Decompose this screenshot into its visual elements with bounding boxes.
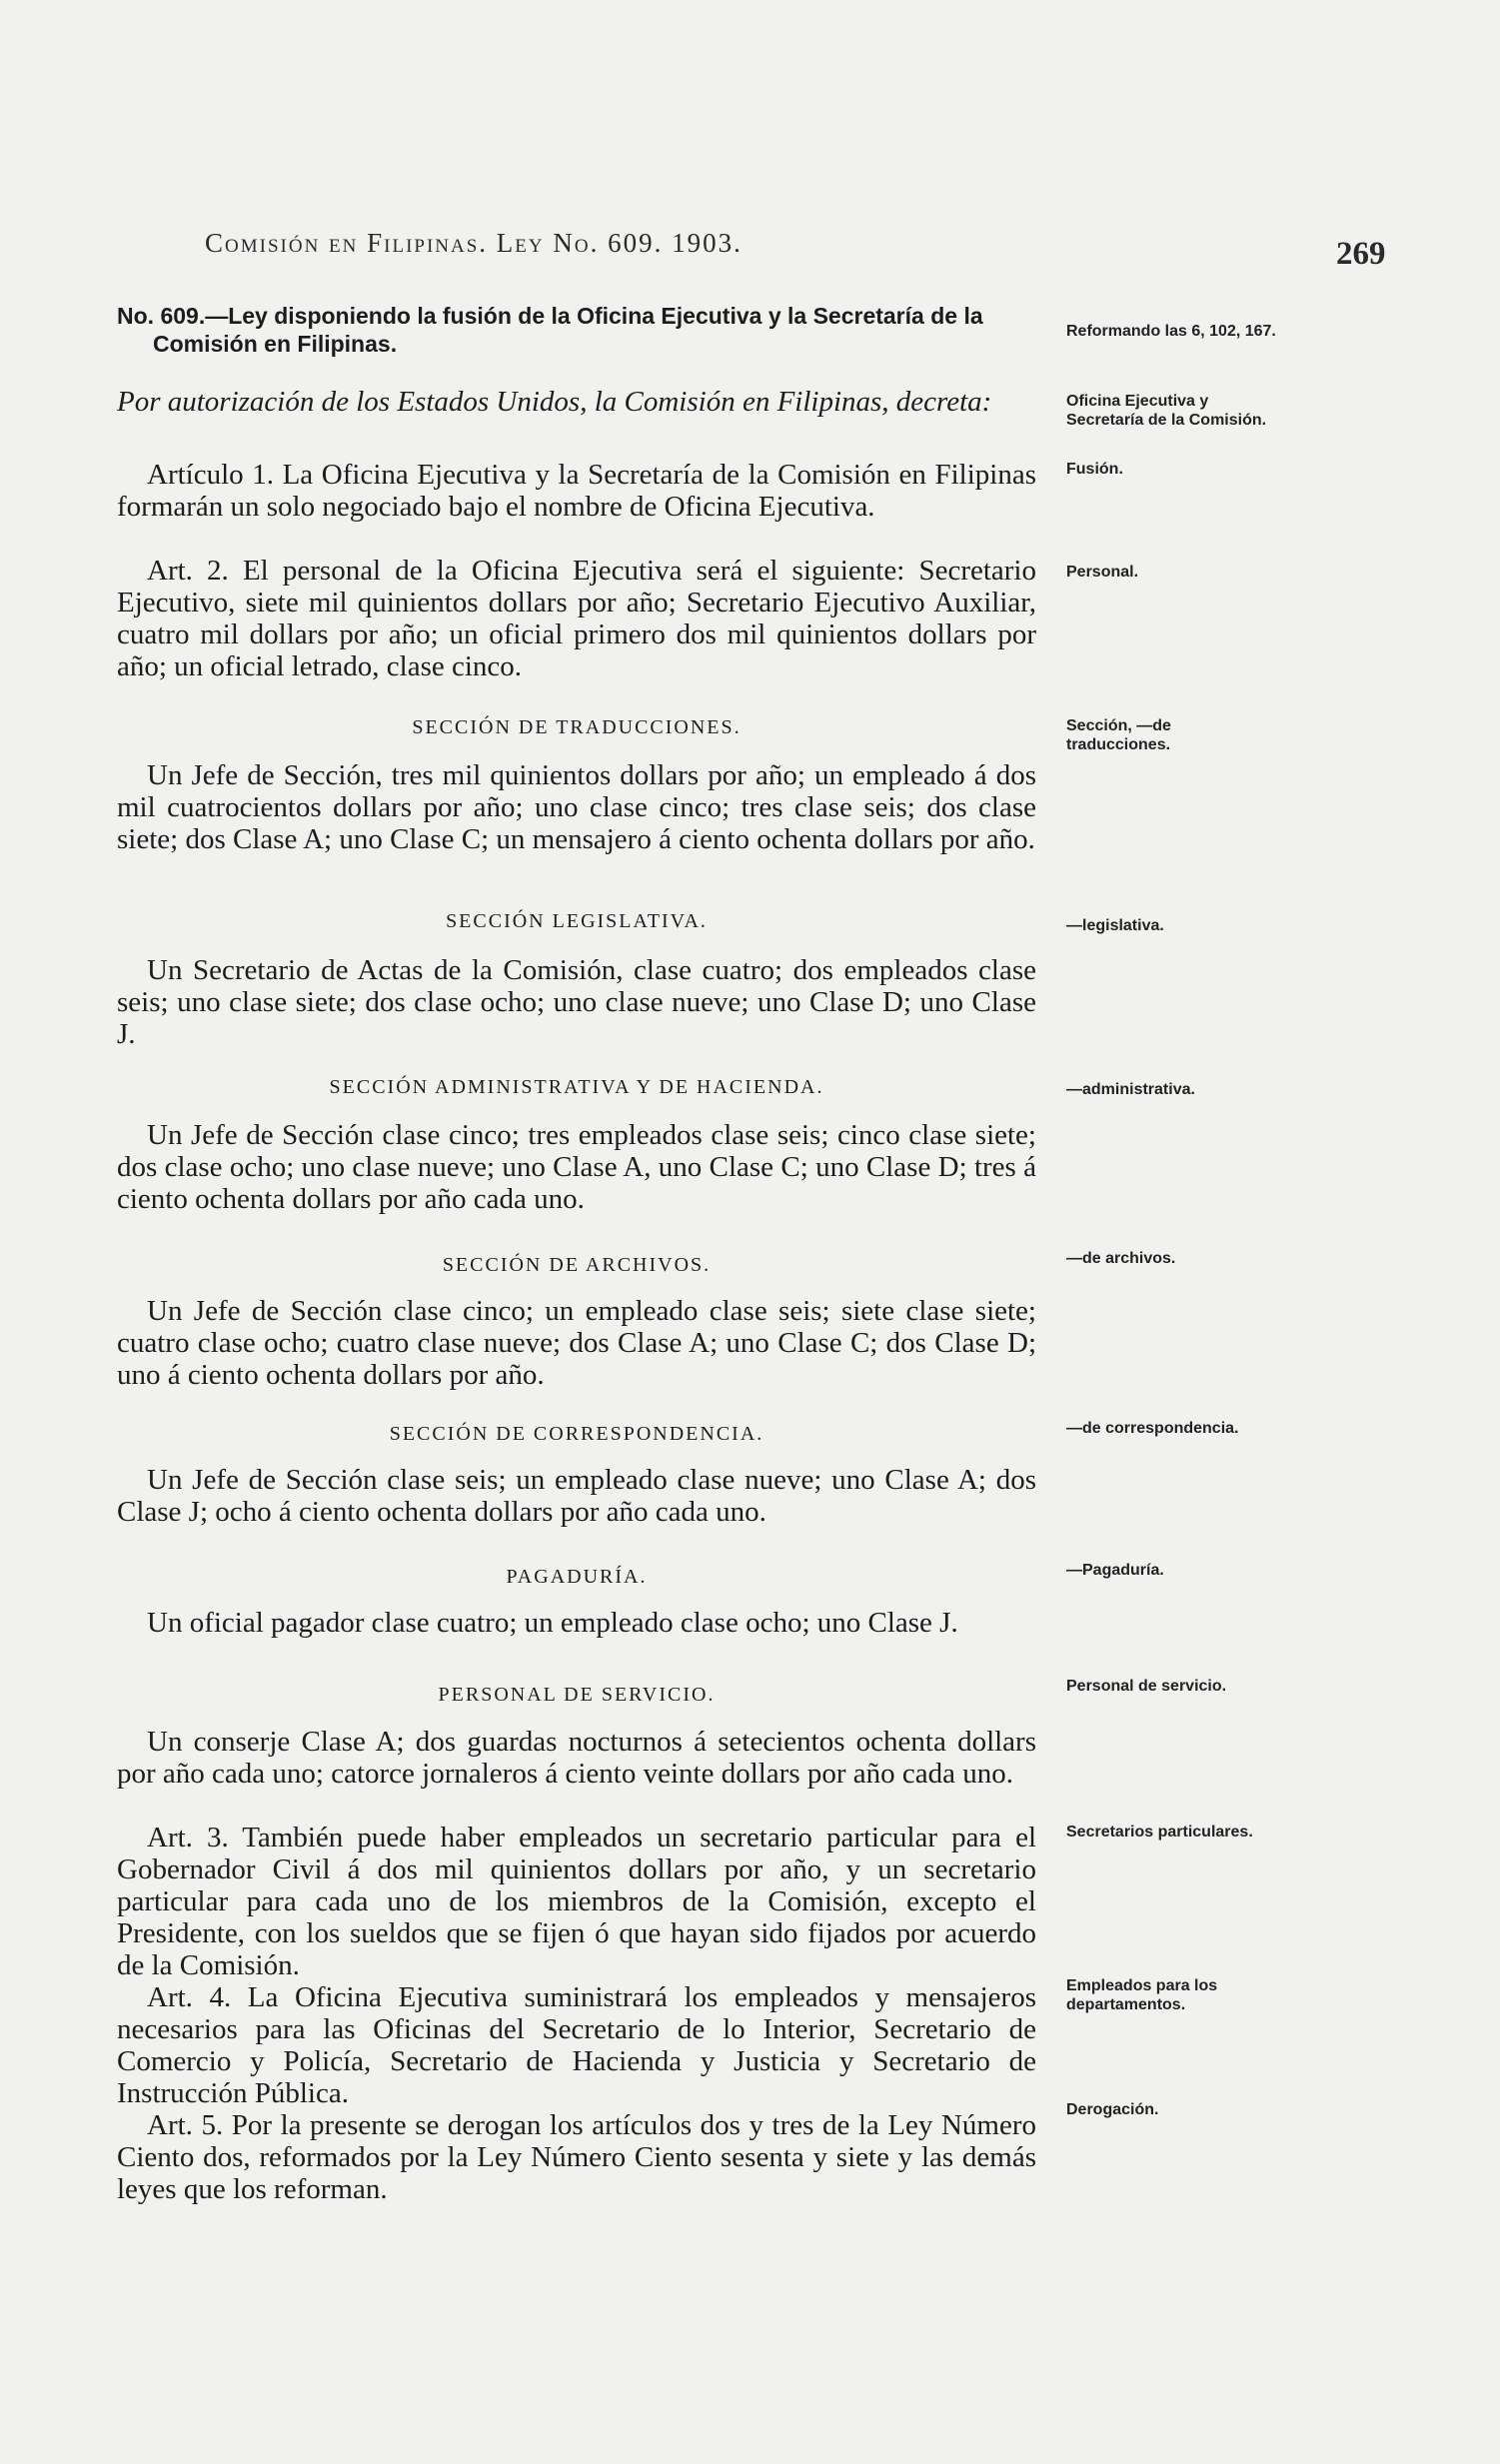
article-4: Art. 4. La Oficina Ejecutiva suministrará los empleados y mensajeros necesarios para las Oficinas del Secretario de lo Interior, Secretario de Comercio y Policía, Secretario de Hacienda y Justicia y Secretario de Instrucción Pública. [117,1981,1036,2109]
section-text-legislativa: Un Secretario de Actas de la Comisión, clase cuatro; dos empleados clase seis; uno clase siete; dos clase ocho; uno clase nueve; uno Clase D; uno Clase J. [117,954,1036,1050]
margin-note: Sección, —de traducciones. [1066,717,1171,753]
section-text-pagaduria: Un oficial pagador clase cuatro; un empleado clase ocho; uno Clase J. [147,1607,958,1639]
law-title: No. 609.—Ley disponiendo la fusión de la Oficina Ejecutiva y la Secretaría de la Comisión en Filipinas. [117,303,983,357]
running-head: Comisión en Filipinas. Ley No. 609. 1903. [205,228,743,258]
section-text-personal-servicio: Un conserje Clase A; dos guardas nocturnos á setecientos ochenta dollars por año cada uno; catorce jornaleros á ciento veinte dollars por año cada uno. [117,1726,1036,1790]
article-1: Artículo 1. La Oficina Ejecutiva y la Secretaría de la Comisión en Filipinas formarán un solo negociado bajo el nombre de Oficina Ejecutiva. [117,459,1036,523]
margin-note: Oficina Ejecutiva y Secretaría de la Comisión. [1066,393,1267,429]
article-2: Art. 2. El personal de la Oficina Ejecutiva será el siguiente: Secretario Ejecutivo, siete mil quinientos dollars por año; Secretario Ejecutivo Auxiliar, cuatro mil dollars por año; un oficial primero dos mil quinientos dollars por año; un oficial letrado, clase cinco. [117,555,1036,682]
section-heading-correspondencia: SECCIÓN DE CORRESPONDENCIA. [389,1423,764,1445]
article-3: Art. 3. También puede haber empleados un secretario particular para el Gobernador Civil á dos mil quinientos dollars por año, y un secretario particular para cada uno de los miembros de la Comisión, excepto el Presidente, con los sueldos que se fijen ó que hayan sido fijados por acuerdo de la Comisión. [117,1822,1036,1981]
section-heading-archivos: SECCIÓN DE ARCHIVOS. [442,1254,712,1276]
margin-note: —de correspondencia. [1066,1420,1239,1437]
margin-note: —administrativa. [1066,1081,1195,1098]
margin-note: —Pagaduría. [1066,1562,1164,1579]
article-5: Art. 5. Por la presente se derogan los artículos dos y tres de la Ley Número Ciento dos, reformados por la Ley Número Ciento sesenta y siete y las demás leyes que los reforman. [117,2109,1036,2205]
margin-note: —legislativa. [1066,917,1164,934]
margin-note: Personal de servicio. [1066,1678,1227,1695]
enacting-clause: Por autorización de los Estados Unidos, la Comisión en Filipinas, decreta: [117,386,992,418]
section-text-correspondencia: Un Jefe de Sección clase seis; un empleado clase nueve; uno Clase A; dos Clase J; ocho á ciento ochenta dollars por año cada uno. [117,1464,1036,1528]
margin-note: Fusión. [1066,461,1123,478]
section-heading-administrativa: SECCIÓN ADMINISTRATIVA Y DE HACIENDA. [329,1076,824,1098]
margin-note: —de archivos. [1066,1250,1176,1267]
section-heading-personal-servicio: PERSONAL DE SERVICIO. [438,1684,716,1706]
section-text-archivos: Un Jefe de Sección clase cinco; un empleado clase seis; siete clase siete; cuatro clase ocho; cuatro clase nueve; dos Clase A; uno Clase C; dos Clase D; uno á ciento ochenta dollars por año. [117,1295,1036,1391]
section-heading-traducciones: SECCIÓN DE TRADUCCIONES. [412,716,742,738]
margin-note: Empleados para los departamentos. [1066,1977,1218,2013]
margin-note: Derogación. [1066,2101,1159,2118]
section-heading-pagaduria: PAGADURÍA. [506,1566,648,1588]
section-text-administrativa: Un Jefe de Sección clase cinco; tres empleados clase seis; cinco clase siete; dos clase ocho; uno clase nueve; uno Clase A, uno Clase C; uno Clase D; tres á ciento ochenta dollars por año cada uno. [117,1119,1036,1215]
margin-note: Personal. [1066,564,1139,581]
margin-note: Reformando las 6, 102, 167. [1066,323,1276,340]
margin-note: Secretarios particulares. [1066,1824,1253,1841]
page-number: 269 [1336,236,1386,272]
section-text-traducciones: Un Jefe de Sección, tres mil quinientos dollars por año; un empleado á dos mil cuatrocientos dollars por año; uno clase cinco; tres clase seis; dos clase siete; dos Clase A; uno Clase C; un mensajero á ciento ochenta dollars por año. [117,759,1036,855]
section-heading-legislativa: SECCIÓN LEGISLATIVA. [446,910,708,932]
